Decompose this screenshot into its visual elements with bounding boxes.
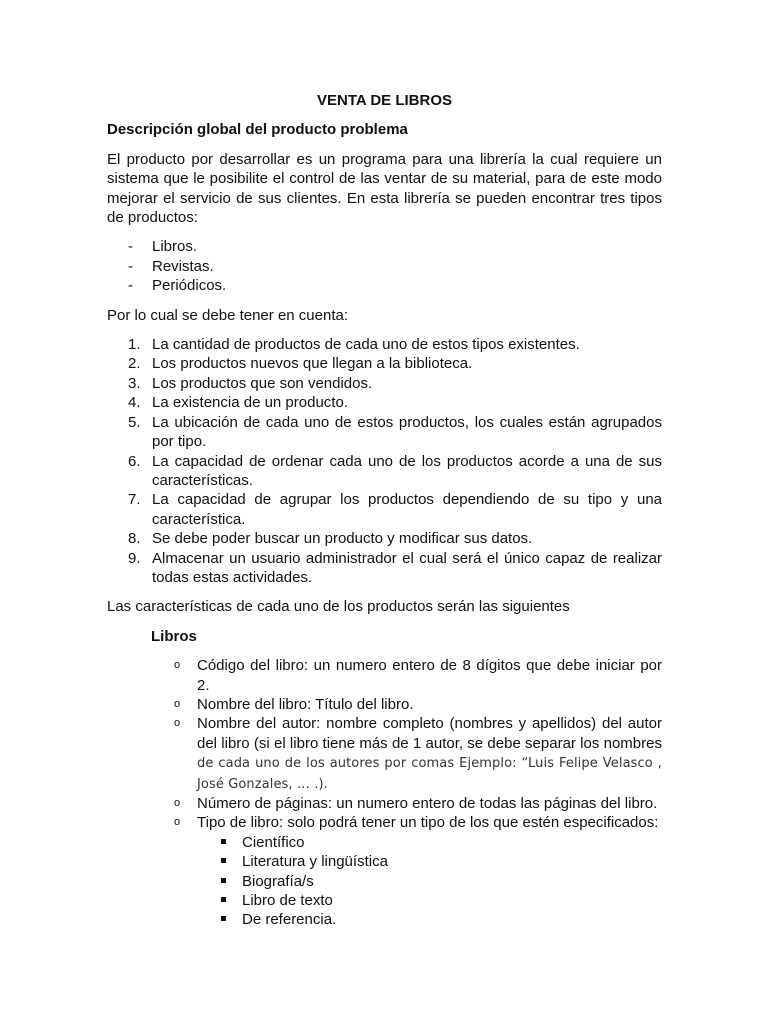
square-bullet: [221, 916, 226, 921]
item-number: 8.: [128, 530, 141, 548]
considerations-intro: Por lo cual se debe tener en cuenta:: [107, 306, 348, 324]
list-item-text: La capacidad de ordenar cada uno de los productos acorde a una de sus características.: [152, 452, 662, 489]
list-item-text: Biografía/s: [242, 872, 314, 890]
tipos-libro-list: [197, 833, 662, 930]
product-types-list: [107, 237, 662, 295]
considerations-list: [107, 335, 662, 587]
item-number: 4.: [128, 394, 141, 412]
list-item: [107, 813, 662, 929]
list-item-text: Periódicos.: [152, 277, 227, 295]
list-item: [197, 910, 662, 929]
list-item: [107, 413, 662, 452]
list-item: [197, 891, 662, 910]
list-item: [107, 714, 662, 794]
list-item: [107, 237, 662, 256]
section-subtitle: Descripción global del producto problema: [107, 121, 408, 139]
list-item: [107, 549, 662, 588]
dash-bullet: -: [128, 277, 133, 295]
list-item: [107, 452, 662, 491]
circle-bullet: o: [174, 797, 181, 809]
list-item: [107, 695, 662, 714]
paginas-field-text: Número de páginas: un numero entero de todas las páginas del libro.: [197, 795, 658, 812]
tipo-field-text: Tipo de libro: solo podrá tener un tipo de los que estén especificados:: [197, 814, 659, 832]
libros-heading: Libros: [151, 627, 197, 645]
list-item: [107, 354, 662, 373]
list-item: [107, 276, 662, 295]
circle-bullet: o: [174, 717, 181, 730]
intro-paragraph: El producto por desarrollar es un programa para una librería la cual requiere un sistema que le posibilite el control de las ventar de su material, para de este modo mejorar el servicio de sus clientes. En esta librería se pueden encontrar tres tipos de productos:: [107, 150, 662, 227]
square-bullet: [221, 878, 226, 883]
list-item-text: De referencia.: [242, 911, 337, 929]
codigo-field-text: Código del libro: un numero entero de 8 dígitos que debe iniciar por 2.: [197, 657, 662, 694]
list-item-text: Se debe poder buscar un producto y modificar sus datos.: [152, 530, 533, 548]
list-item: [107, 529, 662, 548]
square-bullet: [221, 897, 226, 902]
autor-field-text: Nombre del autor: nombre completo (nombres y apellidos) del autor del libro (si el libro tiene más de 1 autor, se debe separar los nombres: [197, 715, 662, 752]
item-number: 1.: [128, 336, 141, 354]
item-number: 9.: [128, 549, 141, 567]
list-item: [107, 374, 662, 393]
list-item-text: La existencia de un producto.: [152, 394, 348, 412]
list-item: [197, 852, 662, 871]
list-item-text: Almacenar un usuario administrador el cual será el único capaz de realizar todas estas actividades.: [152, 549, 662, 586]
nombre-field-text: Nombre del libro: Título del libro.: [197, 695, 414, 713]
list-item: [197, 872, 662, 891]
square-bullet: [221, 839, 226, 844]
characteristics-intro: Las características de cada uno de los productos serán las siguientes: [107, 598, 570, 616]
document-page: [107, 91, 662, 930]
circle-bullet: o: [174, 659, 181, 672]
list-item: [107, 257, 662, 276]
autor-field-example: de cada uno de los autores por comas Ejemplo: “Luis Felipe Velasco , José Gonzales, … .).: [197, 756, 662, 792]
square-bullet: [221, 858, 226, 863]
list-item-text: Los productos nuevos que llegan a la biblioteca.: [152, 355, 473, 373]
item-number: 7.: [128, 491, 141, 509]
list-item: [107, 490, 662, 529]
list-item-text: Científico: [242, 833, 305, 851]
list-item: [107, 794, 662, 813]
dash-bullet: -: [128, 257, 133, 275]
list-item: [107, 656, 662, 695]
libros-fields-list: [107, 656, 662, 930]
list-item-text: Los productos que son vendidos.: [152, 374, 373, 392]
list-item-text: Libros.: [152, 238, 198, 256]
circle-bullet: o: [174, 697, 181, 710]
dash-bullet: -: [128, 238, 133, 256]
item-number: 5.: [128, 413, 141, 431]
list-item: [107, 335, 662, 354]
list-item-text: La ubicación de cada uno de estos productos, los cuales están agrupados por tipo.: [152, 413, 662, 451]
item-number: 6.: [128, 452, 141, 470]
item-number: 2.: [128, 355, 141, 373]
item-number: 3.: [128, 374, 141, 392]
list-item-text: La capacidad de agrupar los productos dependiendo de su tipo y una característica.: [152, 491, 662, 528]
list-item: [107, 393, 662, 412]
circle-bullet: o: [174, 816, 181, 829]
document-title: VENTA DE LIBROS: [316, 92, 452, 109]
list-item: [197, 833, 662, 852]
list-item-text: Libro de texto: [242, 892, 333, 910]
list-item-text: Revistas.: [152, 257, 214, 275]
list-item-text: Literatura y lingüística: [242, 853, 388, 871]
list-item-text: La cantidad de productos de cada uno de estos tipos existentes.: [152, 336, 580, 354]
